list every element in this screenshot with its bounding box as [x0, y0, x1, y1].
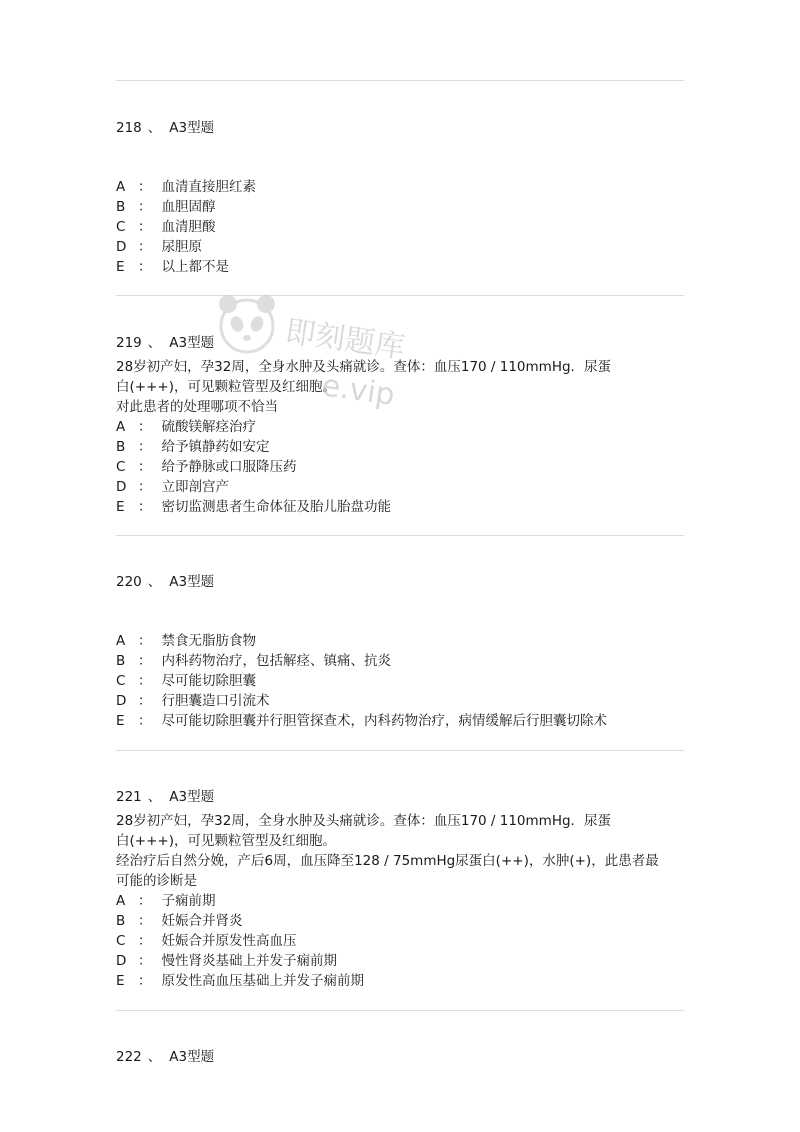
question-separator: 、 — [147, 1049, 162, 1065]
option-letter: D — [116, 479, 127, 495]
option-text: 血胆固醇 — [161, 199, 216, 215]
option-letter: E — [116, 259, 125, 275]
option — [116, 197, 216, 217]
option-text: 尽可能切除胆囊并行胆管探查术，内科药物治疗，病情缓解后行胆囊切除术 — [161, 713, 607, 729]
option-letter: B — [116, 199, 126, 215]
option-colon: ： — [138, 653, 152, 669]
option-letter: C — [116, 459, 126, 475]
question-stem-line: 白(+++)，可见颗粒管型及红细胞。 — [116, 833, 336, 849]
option — [116, 951, 337, 971]
option — [116, 217, 216, 237]
question-separator: 、 — [147, 120, 162, 136]
question-stem-line: 可能的诊断是 — [116, 873, 197, 889]
option-colon: ： — [138, 893, 152, 909]
question-number: 222 — [116, 1049, 142, 1065]
option-text: 内科药物治疗，包括解痉、镇痛、抗炎 — [161, 653, 391, 669]
watermark-domain: e.vip — [319, 368, 397, 414]
question-number: 218 — [116, 120, 142, 136]
option-colon: ： — [138, 673, 152, 689]
option-letter: D — [116, 953, 127, 969]
option-letter: D — [116, 239, 127, 255]
option-colon: ： — [138, 479, 152, 495]
question-header — [116, 787, 214, 807]
option-letter: C — [116, 219, 126, 235]
question-separator: 、 — [147, 335, 162, 351]
option-letter: E — [116, 713, 125, 729]
question-number: 220 — [116, 574, 142, 590]
option-text: 行胆囊造口引流术 — [161, 693, 270, 709]
option-text: 原发性高血压基础上并发子痫前期 — [161, 973, 364, 989]
question-stem-line: 对此患者的处理哪项不恰当 — [116, 399, 278, 415]
option-colon: ： — [138, 199, 152, 215]
question-type: A3型题 — [169, 120, 215, 136]
option — [116, 631, 256, 651]
question-type: A3型题 — [169, 1049, 215, 1065]
option-text: 给予静脉或口服降压药 — [161, 459, 297, 475]
question-type: A3型题 — [169, 574, 215, 590]
option-text: 硫酸镁解痉治疗 — [161, 419, 256, 435]
option-colon: ： — [138, 693, 152, 709]
question-stem-line: 白(+++)，可见颗粒管型及红细胞。 — [116, 379, 336, 395]
question-number: 219 — [116, 335, 142, 351]
question-header — [116, 118, 214, 138]
option — [116, 891, 216, 911]
option — [116, 671, 256, 691]
option-letter: A — [116, 179, 126, 195]
option-colon: ： — [138, 953, 152, 969]
option — [116, 457, 297, 477]
option — [116, 691, 270, 711]
option-letter: A — [116, 419, 126, 435]
option-colon: ： — [138, 259, 152, 275]
question-header — [116, 333, 214, 353]
option-letter: B — [116, 913, 126, 929]
option-colon: ： — [138, 973, 152, 989]
question-separator: 、 — [147, 574, 162, 590]
option-letter: C — [116, 673, 126, 689]
option-letter: A — [116, 633, 126, 649]
option-text: 给予镇静药如安定 — [161, 439, 270, 455]
option-colon: ： — [138, 499, 152, 515]
option-text: 子痫前期 — [161, 893, 216, 909]
question-header — [116, 1047, 214, 1067]
option-text: 妊娠合并肾炎 — [161, 913, 243, 929]
option-text: 慢性肾炎基础上并发子痫前期 — [161, 953, 337, 969]
option-text: 血清胆酸 — [161, 219, 216, 235]
option-text: 以上都不是 — [161, 259, 229, 275]
question-number: 221 — [116, 789, 142, 805]
question-type: A3型题 — [169, 335, 215, 351]
option — [116, 911, 243, 931]
question-type: A3型题 — [169, 789, 215, 805]
option — [116, 437, 270, 457]
option-text: 立即剖宫产 — [161, 479, 229, 495]
option-text: 禁食无脂肪食物 — [161, 633, 256, 649]
question-stem-line: 28岁初产妇，孕32周，全身水肿及头痛就诊。查体：血压170 / 110mmHg．尿蛋 — [116, 813, 612, 829]
option — [116, 177, 256, 197]
divider — [116, 535, 684, 536]
option — [116, 477, 229, 497]
option-letter: E — [116, 499, 125, 515]
option-letter: A — [116, 893, 126, 909]
option-text: 血清直接胆红素 — [161, 179, 256, 195]
option-letter: E — [116, 973, 125, 989]
option-colon: ： — [138, 419, 152, 435]
option-colon: ： — [138, 913, 152, 929]
option — [116, 257, 229, 277]
divider — [116, 1010, 684, 1011]
option-colon: ： — [138, 933, 152, 949]
option — [116, 971, 364, 991]
divider — [116, 295, 684, 296]
option-colon: ： — [138, 633, 152, 649]
option — [116, 237, 202, 257]
option-colon: ： — [138, 459, 152, 475]
question-stem-line: 经治疗后自然分娩，产后6周，血压降至128 / 75mmHg尿蛋白(++)，水肿(+)，此患者最 — [116, 853, 659, 869]
option-text: 密切监测患者生命体征及胎儿胎盘功能 — [161, 499, 391, 515]
option-text: 尽可能切除胆囊 — [161, 673, 256, 689]
divider — [116, 80, 684, 81]
watermark-brand: 即刻题库 — [283, 314, 407, 366]
option-letter: C — [116, 933, 126, 949]
option — [116, 651, 391, 671]
option-colon: ： — [138, 219, 152, 235]
option — [116, 931, 297, 951]
option — [116, 417, 256, 437]
option-colon: ： — [138, 179, 152, 195]
option — [116, 497, 391, 517]
question-stem-line: 28岁初产妇，孕32周，全身水肿及头痛就诊。查体：血压170 / 110mmHg．尿蛋 — [116, 359, 612, 375]
option-colon: ： — [138, 439, 152, 455]
question-separator: 、 — [147, 789, 162, 805]
option-colon: ： — [138, 239, 152, 255]
option-letter: D — [116, 693, 127, 709]
option-colon: ： — [138, 713, 152, 729]
option-letter: B — [116, 653, 126, 669]
panda-logo-icon — [212, 288, 282, 358]
question-header — [116, 572, 214, 592]
option — [116, 711, 607, 731]
option-text: 妊娠合并原发性高血压 — [161, 933, 297, 949]
option-letter: B — [116, 439, 126, 455]
option-text: 尿胆原 — [161, 239, 202, 255]
divider — [116, 750, 684, 751]
